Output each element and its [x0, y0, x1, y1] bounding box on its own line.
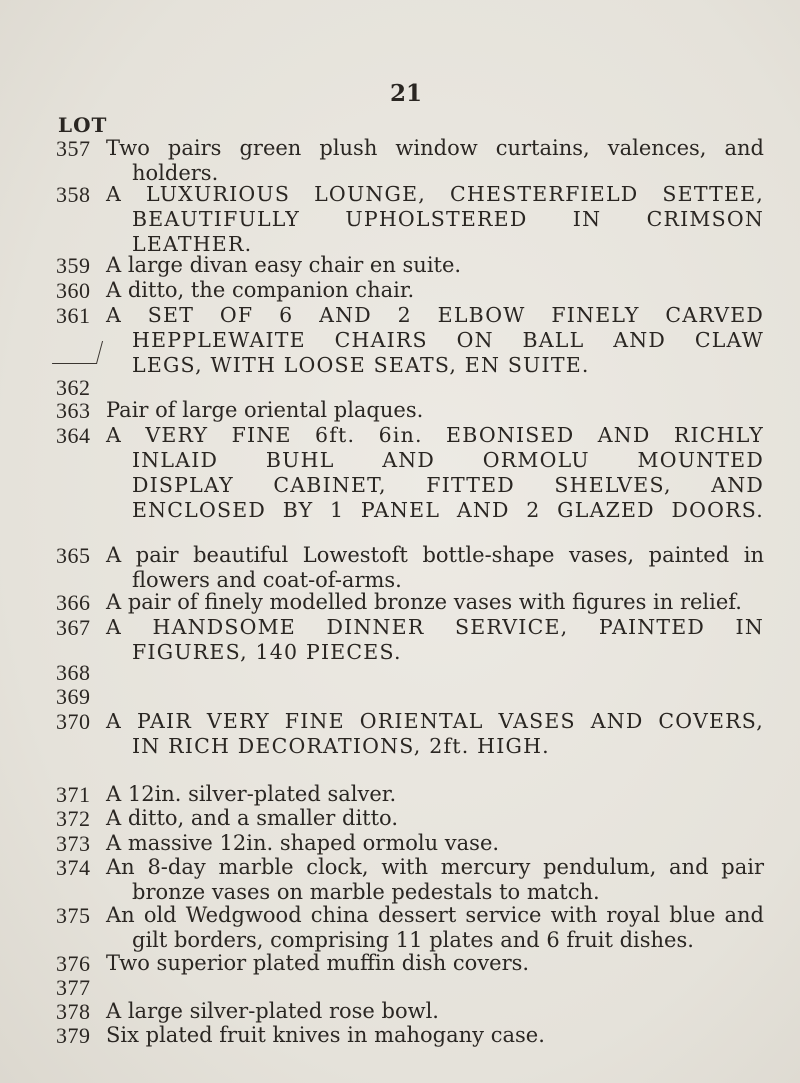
lot-number: 376 — [56, 951, 91, 976]
lot-description — [106, 543, 764, 593]
lot-description-line: FIGURES, 140 PIECES. — [132, 640, 402, 664]
lot-description-line: INLAID BUHL AND ORMOLU MOUNTED — [132, 448, 764, 472]
lot-description — [106, 182, 764, 257]
lot-description-line: A HANDSOME DINNER SERVICE, PAINTED IN — [106, 615, 764, 639]
lot-number: 359 — [56, 253, 91, 278]
lot-number: 360 — [56, 278, 91, 303]
lot-description — [106, 709, 764, 759]
lot-description-line: A large divan easy chair en suite. — [106, 253, 462, 277]
lot-description — [106, 903, 764, 953]
lot-description — [106, 782, 764, 807]
lot-description-line: A PAIR VERY FINE ORIENTAL VASES AND COVERS, — [106, 709, 764, 733]
lot-description-line: A massive 12in. shaped ormolu vase. — [106, 831, 500, 855]
lot-description — [106, 590, 764, 615]
lot-number: 373 — [56, 831, 91, 856]
lot-bracket — [52, 341, 103, 364]
lot-description-line: A ditto, the companion chair. — [106, 278, 415, 302]
lot-description-line: Two superior plated muffin dish covers. — [106, 951, 530, 975]
lot-description-line: A SET OF 6 AND 2 ELBOW FINELY CARVED — [106, 303, 764, 327]
lot-number: 367 — [56, 615, 91, 640]
lot-number: 372 — [56, 806, 91, 831]
lot-description-line: A LUXURIOUS LOUNGE, CHESTERFIELD SETTEE, — [106, 182, 764, 206]
lot-description-line: Pair of large oriental plaques. — [106, 398, 424, 422]
lot-description-line: A large silver-plated rose bowl. — [106, 999, 439, 1023]
lot-description — [106, 951, 764, 976]
lot-description — [106, 278, 764, 303]
lot-description — [106, 999, 764, 1024]
lot-description — [106, 136, 764, 186]
lot-number: 374 — [56, 855, 91, 880]
lot-number: 357 — [56, 136, 91, 161]
lot-number: 368 — [56, 660, 91, 685]
lot-description-line: gilt borders, comprising 11 plates and 6 fruit dishes. — [132, 928, 694, 952]
lot-number: 377 — [56, 975, 91, 1000]
lot-number: 362 — [56, 375, 91, 400]
lot-column-header: LOT — [58, 113, 108, 137]
lot-description-line: An old Wedgwood china dessert service with royal blue and — [106, 903, 764, 927]
lot-description-line: An 8-day marble clock, with mercury pendulum, and pair — [106, 855, 764, 879]
lot-description-line: Two pairs green plush window curtains, valences, and — [106, 136, 764, 160]
lot-number: 364 — [56, 423, 91, 448]
lot-description-line: LEGS, WITH LOOSE SEATS, EN SUITE. — [132, 353, 590, 377]
lot-description-line: HEPPLEWAITE CHAIRS ON BALL AND CLAW — [132, 328, 764, 352]
lot-description-line: Six plated fruit knives in mahogany case. — [106, 1023, 545, 1047]
lot-description — [106, 303, 764, 378]
page-number: 21 — [390, 80, 423, 107]
lot-description — [106, 831, 764, 856]
lot-description — [106, 253, 764, 278]
lot-description-line: A 12in. silver-plated salver. — [106, 782, 397, 806]
lot-description-line: ENCLOSED BY 1 PANEL AND 2 GLAZED DOORS. — [132, 498, 764, 522]
lot-description-line: holders. — [132, 161, 219, 185]
lot-description — [106, 806, 764, 831]
lot-description — [106, 423, 764, 523]
lot-description-line: A pair of finely modelled bronze vases with figures in relief. — [106, 590, 742, 614]
lot-number: 358 — [56, 182, 91, 207]
lot-description-line: LEATHER. — [132, 232, 253, 256]
lot-description-line: IN RICH DECORATIONS, 2ft. HIGH. — [132, 734, 550, 758]
lot-description-line: A ditto, and a smaller ditto. — [106, 806, 399, 830]
lot-description — [106, 398, 764, 423]
lot-number: 378 — [56, 999, 91, 1024]
lot-description — [106, 1023, 764, 1048]
lot-number: 361 — [56, 303, 91, 328]
lot-number: 369 — [56, 684, 91, 709]
lot-description-line: flowers and coat-of-arms. — [132, 568, 402, 592]
lot-description-line: DISPLAY CABINET, FITTED SHELVES, AND — [132, 473, 764, 497]
lot-description-line: A VERY FINE 6ft. 6in. EBONISED AND RICHLY — [106, 423, 764, 447]
lot-number: 379 — [56, 1023, 91, 1048]
lot-number: 370 — [56, 709, 91, 734]
lot-description-line: bronze vases on marble pedestals to match. — [132, 880, 600, 904]
lot-number: 371 — [56, 782, 91, 807]
lot-number: 366 — [56, 590, 91, 615]
lot-description-line: BEAUTIFULLY UPHOLSTERED IN CRIMSON — [132, 207, 764, 231]
lot-description — [106, 615, 764, 665]
lot-number: 365 — [56, 543, 91, 568]
lot-description — [106, 855, 764, 905]
lot-number: 375 — [56, 903, 91, 928]
lot-number: 363 — [56, 398, 91, 423]
lot-description-line: A pair beautiful Lowestoft bottle-shape vases, painted in — [106, 543, 764, 567]
